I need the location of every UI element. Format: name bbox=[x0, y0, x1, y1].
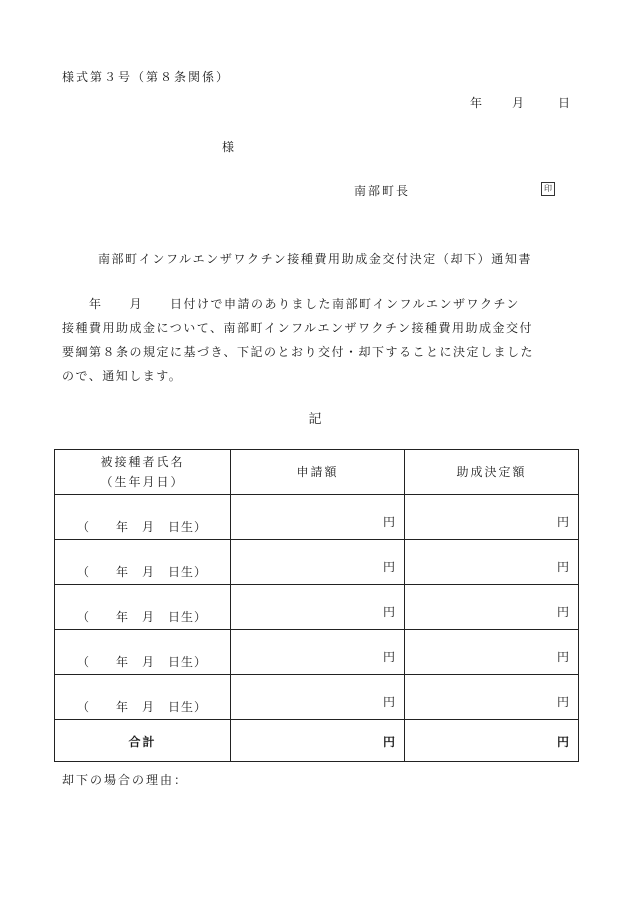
date-year: 年 bbox=[470, 96, 483, 110]
name-cell[interactable] bbox=[55, 540, 231, 585]
table-row bbox=[55, 675, 579, 720]
ki-heading: 記 bbox=[308, 412, 322, 427]
birthdate-text: （ 年 月 日生） bbox=[77, 610, 208, 624]
decided-amount-cell[interactable] bbox=[405, 540, 579, 585]
body-line: 要綱第８条の規定に基づき、下記のとおり交付・却下することに決定しました bbox=[62, 345, 535, 359]
applied-amount-cell[interactable] bbox=[231, 675, 405, 720]
total-label: 合計 bbox=[128, 735, 157, 749]
table-row bbox=[55, 585, 579, 630]
yen-unit: 円 bbox=[556, 560, 569, 574]
form-number: 様式第３号（第８条関係） bbox=[62, 70, 231, 84]
table-row bbox=[55, 495, 579, 540]
name-cell[interactable] bbox=[55, 675, 231, 720]
name-cell[interactable] bbox=[55, 495, 231, 540]
date-line bbox=[470, 94, 570, 111]
decided-amount-cell[interactable] bbox=[405, 630, 579, 675]
table-row bbox=[55, 630, 579, 675]
total-row bbox=[55, 720, 579, 762]
decided-amount-cell[interactable] bbox=[405, 495, 579, 540]
body-text bbox=[62, 292, 578, 388]
total-applied-cell[interactable] bbox=[231, 720, 405, 762]
document-title: 南部町インフルエンザワクチン接種費用助成金交付決定（却下）通知書 bbox=[97, 252, 533, 266]
birthdate-text: （ 年 月 日生） bbox=[77, 700, 208, 714]
total-decided-cell[interactable] bbox=[405, 720, 579, 762]
decided-amount-cell[interactable] bbox=[405, 675, 579, 720]
date-month: 月 bbox=[512, 96, 525, 110]
date-day: 日 bbox=[558, 96, 571, 110]
yen-unit: 円 bbox=[556, 605, 569, 619]
yen-unit: 円 bbox=[382, 605, 395, 619]
recipient-suffix: 様 bbox=[222, 140, 235, 154]
yen-unit: 円 bbox=[382, 650, 395, 664]
body-line: 接種費用助成金について、南部町インフルエンザワクチン接種費用助成金交付 bbox=[62, 321, 533, 335]
header-name-label: 被接種者氏名 bbox=[100, 455, 185, 469]
yen-unit: 円 bbox=[382, 735, 395, 749]
yen-unit: 円 bbox=[382, 560, 395, 574]
birthdate-text: （ 年 月 日生） bbox=[77, 655, 208, 669]
applied-amount-cell[interactable] bbox=[231, 630, 405, 675]
header-name-birthdate bbox=[55, 450, 231, 495]
yen-unit: 円 bbox=[382, 695, 395, 709]
applied-amount-cell[interactable] bbox=[231, 585, 405, 630]
header-applied-amount: 申請額 bbox=[231, 450, 405, 495]
yen-unit: 円 bbox=[382, 515, 395, 529]
yen-unit: 円 bbox=[556, 735, 569, 749]
yen-unit: 円 bbox=[556, 650, 569, 664]
name-cell[interactable] bbox=[55, 630, 231, 675]
table-header-row bbox=[55, 450, 579, 495]
total-label-cell bbox=[55, 720, 231, 762]
yen-unit: 円 bbox=[556, 695, 569, 709]
seal-mark: 印 bbox=[541, 182, 555, 196]
decided-amount-cell[interactable] bbox=[405, 585, 579, 630]
applied-amount-cell[interactable] bbox=[231, 540, 405, 585]
table-row bbox=[55, 540, 579, 585]
issuer-name: 南部町長 bbox=[354, 184, 411, 198]
yen-unit: 円 bbox=[556, 515, 569, 529]
birthdate-text: （ 年 月 日生） bbox=[77, 520, 208, 534]
name-cell[interactable] bbox=[55, 585, 231, 630]
header-decided-amount: 助成決定額 bbox=[405, 450, 579, 495]
rejection-reason-label: 却下の場合の理由： bbox=[62, 773, 189, 787]
applied-amount-cell[interactable] bbox=[231, 495, 405, 540]
birthdate-text: （ 年 月 日生） bbox=[77, 565, 208, 579]
header-birthdate-label: （生年月日） bbox=[100, 475, 185, 489]
body-line: 年 月 日付けで申請のありました南部町インフルエンザワクチン bbox=[62, 297, 520, 311]
body-line: ので、通知します。 bbox=[62, 369, 183, 383]
subsidy-table bbox=[54, 449, 579, 762]
